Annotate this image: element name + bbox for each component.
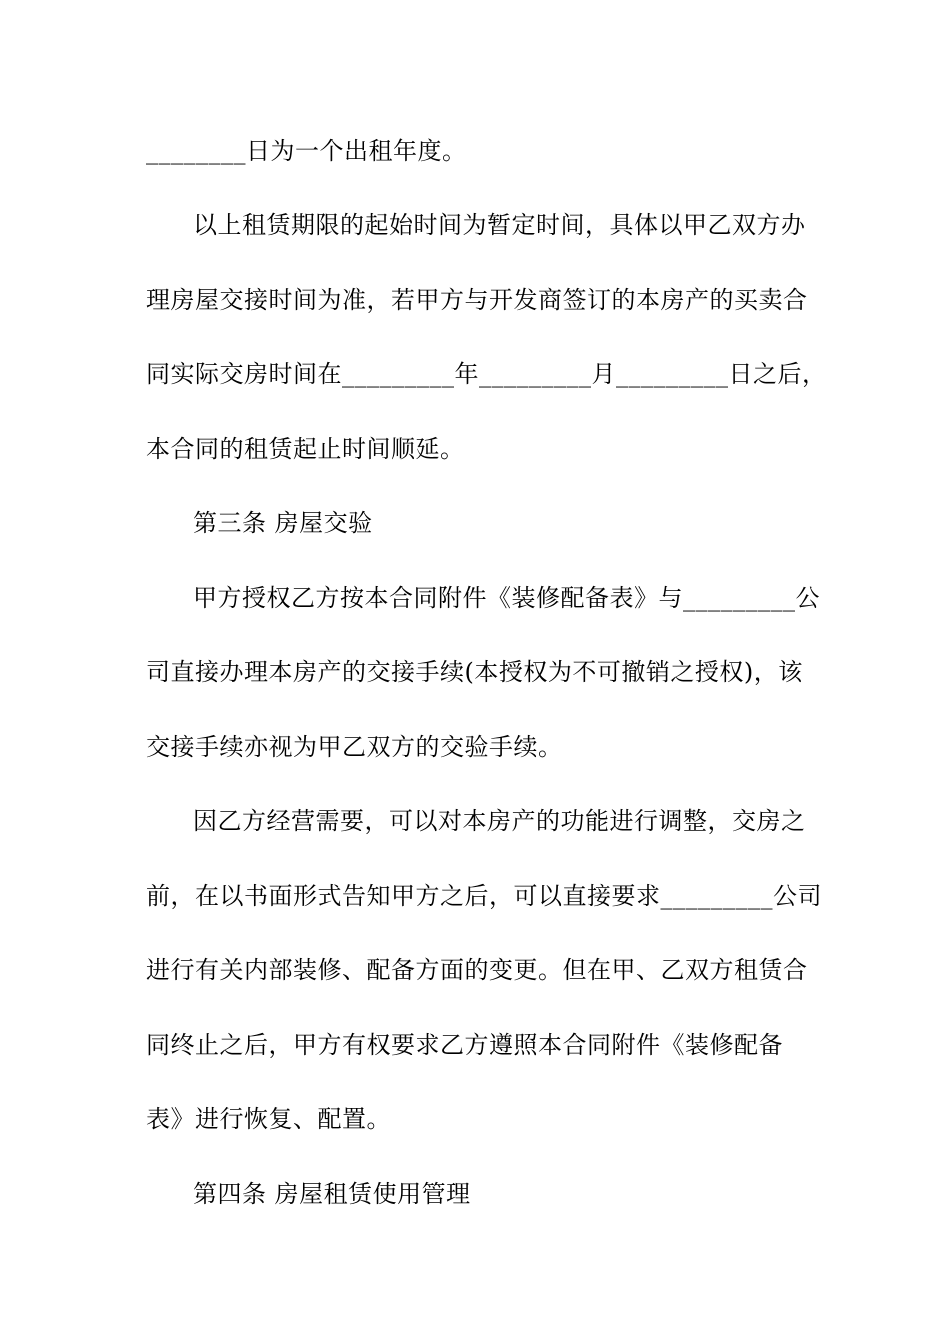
text-line: 理房屋交接时间为准，若甲方与开发商签订的本房产的买卖合 bbox=[146, 286, 808, 314]
section-heading: 第四条 房屋租赁使用管理 bbox=[193, 1180, 471, 1208]
section-heading: 第三条 房屋交验 bbox=[193, 509, 373, 537]
text-line: 进行有关内部装修、配备方面的变更。但在甲、乙双方租赁合 bbox=[146, 956, 808, 984]
text-line: ________日为一个出租年度。 bbox=[146, 137, 467, 165]
text-line: 表》进行恢复、配置。 bbox=[146, 1105, 391, 1133]
text-line: 交接手续亦视为甲乙双方的交验手续。 bbox=[146, 733, 563, 761]
text-line: 前，在以书面形式告知甲方之后，可以直接要求_________公司 bbox=[146, 882, 822, 910]
text-line: 本合同的租赁起止时间顺延。 bbox=[146, 435, 465, 463]
paragraph-start-line: 因乙方经营需要，可以对本房产的功能进行调整，交房之 bbox=[193, 807, 806, 835]
text-line: 司直接办理本房产的交接手续(本授权为不可撤销之授权)，该 bbox=[146, 658, 803, 686]
paragraph-start-line: 甲方授权乙方按本合同附件《装修配备表》与_________公 bbox=[193, 584, 820, 612]
text-line: 同实际交房时间在_________年_________月_________日之后， bbox=[146, 360, 827, 388]
text-line: 同终止之后，甲方有权要求乙方遵照本合同附件《装修配备 bbox=[146, 1031, 783, 1059]
paragraph-start-line: 以上租赁期限的起始时间为暂定时间，具体以甲乙双方办 bbox=[193, 211, 806, 239]
